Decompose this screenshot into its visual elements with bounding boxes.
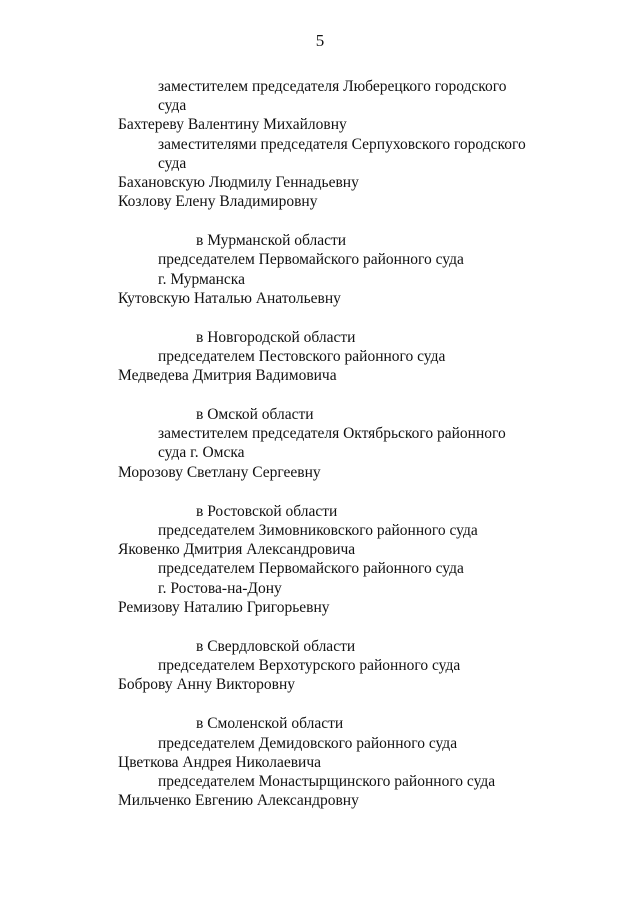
text-line: председателем Пестовского районного суда bbox=[158, 348, 446, 365]
text-line: заместителями председателя Серпуховского городского bbox=[158, 136, 526, 153]
text-line: заместителем председателя Люберецкого городского bbox=[158, 78, 507, 95]
name-line: Бахановскую Людмилу Геннадьевну bbox=[118, 174, 359, 191]
region-heading: в Мурманской области bbox=[196, 232, 347, 249]
region-heading: в Новгородской области bbox=[196, 329, 356, 346]
name-line: Боброву Анну Викторовну bbox=[118, 676, 296, 693]
text-line: председателем Демидовского районного суда bbox=[158, 735, 458, 752]
text-line: председателем Зимовниковского районного суда bbox=[158, 522, 478, 539]
name-line: Цветкова Андрея Николаевича bbox=[118, 754, 322, 771]
text-line: суда bbox=[158, 97, 187, 114]
text-line: председателем Верхотурского районного суда bbox=[158, 657, 461, 674]
region-heading: в Свердловской области bbox=[196, 638, 356, 655]
name-line: Яковенко Дмитрия Александровича bbox=[118, 541, 356, 558]
text-line: суда bbox=[158, 155, 187, 172]
name-line: Морозову Светлану Сергеевну bbox=[118, 464, 321, 481]
text-line: председателем Монастырщинского районного суда bbox=[158, 773, 496, 790]
text-line: г. Мурманска bbox=[158, 271, 245, 288]
name-line: Мильченко Евгению Александровну bbox=[118, 792, 359, 809]
name-line: Медведева Дмитрия Вадимовича bbox=[118, 367, 337, 384]
region-heading: в Ростовской области bbox=[196, 503, 338, 520]
name-line: Ремизову Наталию Григорьевну bbox=[118, 599, 330, 616]
page-number: 5 bbox=[315, 31, 325, 50]
text-line: суда г. Омска bbox=[158, 444, 245, 461]
name-line: Козлову Елену Владимировну bbox=[118, 193, 318, 210]
text-line: председателем Первомайского районного суда bbox=[158, 560, 464, 577]
name-line: Бахтереву Валентину Михайловну bbox=[118, 116, 347, 133]
region-heading: в Смоленской области bbox=[196, 715, 344, 732]
region-heading: в Омской области bbox=[196, 406, 314, 423]
text-line: заместителем председателя Октябрьского районного bbox=[158, 425, 506, 442]
text-line: председателем Первомайского районного суда bbox=[158, 251, 464, 268]
name-line: Кутовскую Наталью Анатольевну bbox=[118, 290, 341, 307]
text-line: г. Ростова-на-Дону bbox=[158, 580, 282, 597]
